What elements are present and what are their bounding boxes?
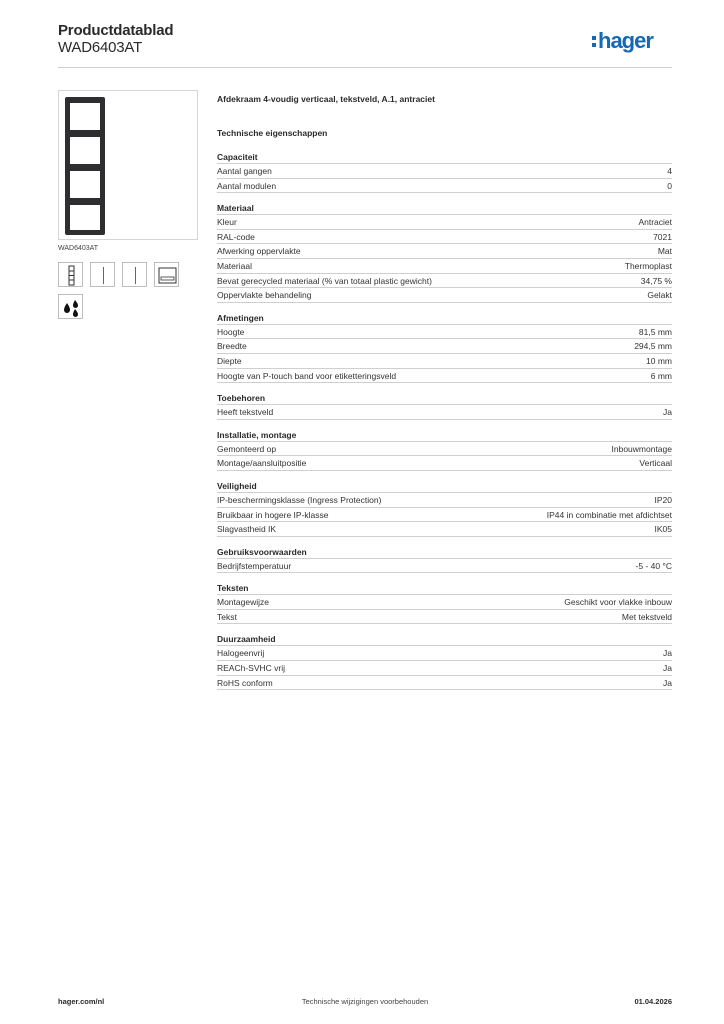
spec-value: 0 xyxy=(667,180,672,191)
spec-row xyxy=(217,339,672,354)
spec-row xyxy=(217,179,672,194)
tech-properties-title: Technische eigenschappen xyxy=(217,128,328,138)
section-title: Veiligheid xyxy=(217,479,672,493)
spec-label: Montage/aansluitpositie xyxy=(217,458,307,469)
spec-value: Gelakt xyxy=(647,290,672,301)
spec-row xyxy=(217,661,672,676)
spec-row xyxy=(217,369,672,384)
spec-row xyxy=(217,442,672,457)
text-field-icon xyxy=(154,262,179,287)
feature-icons-row2 xyxy=(58,294,198,319)
spec-row xyxy=(217,493,672,508)
spec-value: Ja xyxy=(663,407,672,418)
spec-value: 10 mm xyxy=(646,355,672,366)
spec-label: Kleur xyxy=(217,217,237,228)
spec-row xyxy=(217,676,672,691)
spec-label: Hoogte van P-touch band voor etiketteringsveld xyxy=(217,370,397,381)
spec-label: Heeft tekstveld xyxy=(217,407,274,418)
spec-label: Aantal gangen xyxy=(217,166,272,176)
spec-sections xyxy=(217,150,672,690)
spec-row xyxy=(217,274,672,289)
product-panel xyxy=(58,90,198,319)
hager-logo xyxy=(592,28,672,54)
spec-section xyxy=(217,150,672,193)
section-title: Capaciteit xyxy=(217,150,672,164)
logo-text: hager xyxy=(598,28,653,53)
spec-value: Verticaal xyxy=(639,458,672,469)
spec-value: Ja xyxy=(663,663,672,674)
section-title: Toebehoren xyxy=(217,391,672,405)
spec-row xyxy=(217,215,672,230)
single-line-icon xyxy=(122,262,147,287)
spec-section xyxy=(217,581,672,624)
specifications xyxy=(217,94,672,690)
spec-label: Hoogte xyxy=(217,326,245,337)
spec-label: Halogeenvrij xyxy=(217,648,265,659)
spec-row xyxy=(217,405,672,420)
spec-section xyxy=(217,428,672,471)
spec-row xyxy=(217,288,672,303)
spec-label: Materiaal xyxy=(217,260,252,271)
spec-value: 294,5 mm xyxy=(634,341,672,352)
section-title: Gebruiksvoorwaarden xyxy=(217,545,672,559)
spec-label: Tekst xyxy=(217,611,237,622)
spec-value: IP44 in combinatie met afdichtset xyxy=(546,509,672,520)
image-caption: WAD6403AT xyxy=(58,245,99,252)
page-header xyxy=(58,22,672,68)
spec-row xyxy=(217,522,672,537)
spec-row xyxy=(217,646,672,661)
spec-label: Oppervlakte behandeling xyxy=(217,290,312,301)
spec-row xyxy=(217,508,672,523)
footer-note: Technische wijzigingen voorbehouden xyxy=(301,997,429,1006)
spec-label: Bevat gerecycled materiaal (% van totaal plastic gewicht) xyxy=(217,275,432,286)
spec-value: IK05 xyxy=(654,524,672,535)
spec-section xyxy=(217,201,672,303)
spec-value: 6 mm xyxy=(650,370,672,381)
spec-section xyxy=(217,479,672,537)
spec-value: Geschikt voor vlakke inbouw xyxy=(564,597,672,608)
spec-value: 7021 xyxy=(653,231,672,242)
spec-label: Afwerking oppervlakte xyxy=(217,246,301,257)
section-title: Afmetingen xyxy=(217,311,672,325)
spec-label: REACh-SVHC vrij xyxy=(217,663,286,674)
spec-value: 81,5 mm xyxy=(638,326,672,337)
section-title: Duurzaamheid xyxy=(217,632,672,646)
spec-value: 34,75 % xyxy=(640,275,672,286)
spec-row xyxy=(217,610,672,625)
spec-label: Breedte xyxy=(217,341,247,352)
product-description: Afdekraam 4-voudig verticaal, tekstveld, A.1, antraciet xyxy=(217,94,435,104)
feature-icons xyxy=(58,262,198,287)
spec-section xyxy=(217,391,672,420)
product-code: WAD6403AT xyxy=(58,39,143,56)
spec-label: RoHS conform xyxy=(217,677,273,688)
spec-row xyxy=(217,354,672,369)
spec-section xyxy=(217,545,672,574)
section-title: Materiaal xyxy=(217,201,672,215)
spec-value: Met tekstveld xyxy=(621,611,672,622)
vertical-frame-icon xyxy=(58,262,83,287)
spec-row xyxy=(217,456,672,471)
spec-value: Mat xyxy=(657,246,672,257)
spec-row xyxy=(217,230,672,245)
spec-label: RAL-code xyxy=(217,231,255,242)
spec-value: Inbouwmontage xyxy=(611,443,672,454)
spec-row xyxy=(217,559,672,574)
spec-section xyxy=(217,311,672,383)
water-drops-icon xyxy=(58,294,83,319)
spec-value: Antraciet xyxy=(638,217,672,228)
spec-label: Aantal modulen xyxy=(217,180,277,191)
frame-illustration xyxy=(65,97,109,237)
section-title: Teksten xyxy=(217,581,672,595)
spec-row xyxy=(217,164,672,179)
spec-label: Bruikbaar in hogere IP-klasse xyxy=(217,509,329,520)
footer-date: 01.04.2026 xyxy=(634,997,672,1006)
footer-site-link[interactable]: hager.com/nl xyxy=(58,997,105,1006)
spec-row xyxy=(217,325,672,340)
spec-label: Bedrijfstemperatuur xyxy=(217,560,292,571)
spec-row xyxy=(217,259,672,274)
spec-row xyxy=(217,244,672,259)
spec-value: Thermoplast xyxy=(624,260,672,271)
product-image xyxy=(58,90,198,240)
spec-label: IP-beschermingsklasse (Ingress Protection) xyxy=(217,494,382,505)
single-line-icon xyxy=(90,262,115,287)
spec-value: Ja xyxy=(663,648,672,659)
section-title: Installatie, montage xyxy=(217,428,672,442)
spec-section xyxy=(217,632,672,690)
page-title: Productdatablad xyxy=(58,22,174,39)
spec-value: -5 - 40 °C xyxy=(635,560,672,571)
spec-value: IP20 xyxy=(654,494,672,505)
spec-value: 4 xyxy=(667,166,672,176)
spec-label: Montagewijze xyxy=(217,597,269,608)
spec-label: Slagvastheid IK xyxy=(217,524,277,535)
spec-label: Gemonteerd op xyxy=(217,443,277,454)
spec-row xyxy=(217,595,672,610)
spec-value: Ja xyxy=(663,677,672,688)
spec-label: Diepte xyxy=(217,355,242,366)
